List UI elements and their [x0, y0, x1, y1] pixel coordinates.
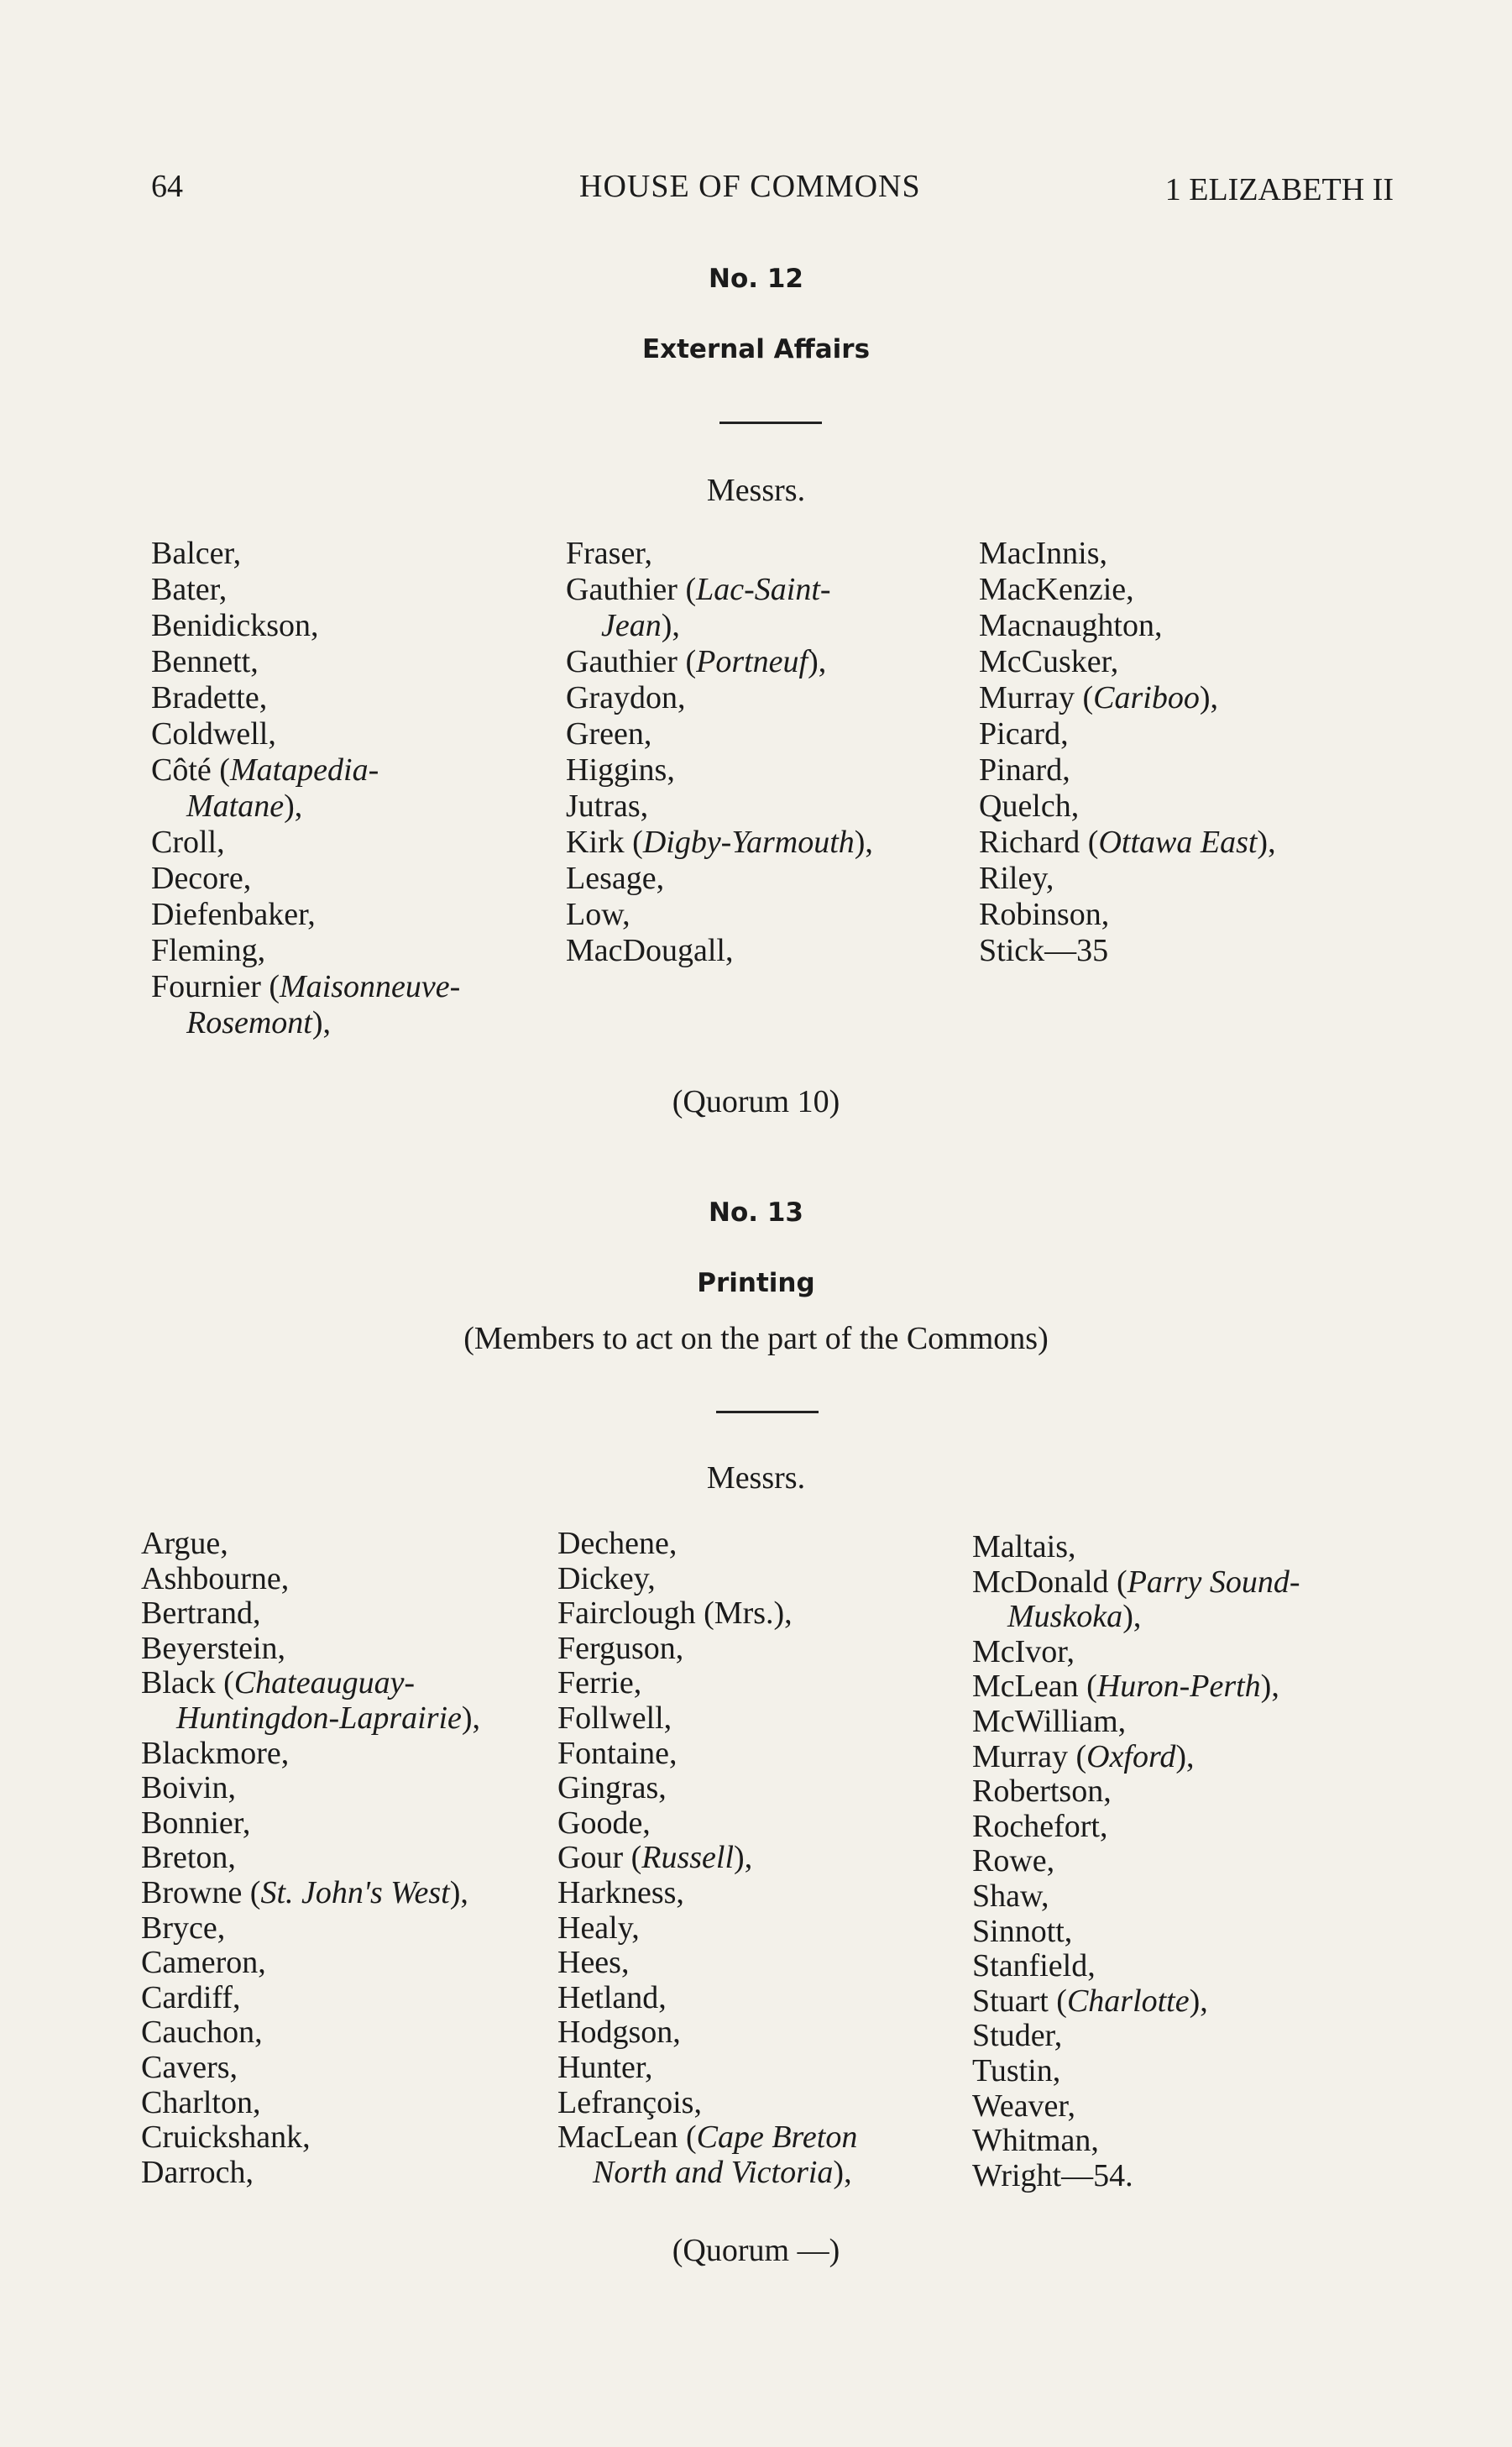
member-text: Cavers, — [141, 2049, 238, 2085]
riding-name: Chateauguay- — [233, 1665, 416, 1701]
section-rule — [719, 422, 822, 424]
member-name — [557, 1911, 857, 1947]
member-text: Bertrand, — [141, 1596, 261, 1632]
member-name — [557, 1876, 857, 1911]
riding-name: Huron-Perth — [1096, 1669, 1261, 1705]
member-text: Sinnott, — [972, 1913, 1073, 1949]
riding-name: Cariboo — [1093, 680, 1200, 715]
member-text: Stanfield, — [972, 1948, 1096, 1984]
riding-name: Lac-Saint- — [696, 572, 831, 607]
member-text: Browne ( — [141, 1874, 261, 1910]
member-text: Bennett, — [151, 644, 259, 679]
committee-13-number: No. 13 — [709, 1197, 803, 1228]
member-text: Lesage, — [566, 861, 665, 896]
member-text: ), — [1122, 1599, 1142, 1635]
member-name — [979, 861, 1276, 897]
committee-13-messrs: Messrs. — [706, 1460, 806, 1496]
member-text: Gour ( — [557, 1840, 642, 1876]
member-text: ), — [284, 789, 303, 824]
member-name — [972, 2124, 1300, 2159]
member-name — [979, 680, 1276, 716]
member-text: Decore, — [151, 861, 252, 896]
regnal-year: 1 ELIZABETH II — [1164, 172, 1394, 207]
member-name — [566, 897, 873, 933]
member-text: Blackmore, — [141, 1735, 290, 1771]
member-name — [141, 2051, 480, 2086]
member-text: Hodgson, — [557, 2015, 681, 2051]
member-text: Riley, — [979, 861, 1054, 896]
committee-13-quorum: (Quorum —) — [672, 2233, 840, 2268]
member-text: Bonnier, — [141, 1805, 251, 1841]
member-name — [151, 969, 460, 1005]
member-text: Ferguson, — [557, 1630, 684, 1666]
page-title: HOUSE OF COMMONS — [579, 169, 921, 204]
member-name — [972, 1844, 1300, 1879]
member-name — [557, 1632, 857, 1667]
member-name — [557, 1737, 857, 1772]
committee-13-column-1 — [141, 1527, 480, 2190]
riding-name: Matane — [186, 789, 285, 824]
member-text: Hetland, — [557, 1979, 667, 2015]
member-name — [972, 1740, 1300, 1775]
member-name — [557, 1596, 857, 1632]
member-name — [566, 789, 873, 825]
member-name-continuation — [151, 789, 460, 825]
riding-name: Muskoka — [1007, 1599, 1123, 1635]
member-name — [557, 1562, 857, 1597]
member-name — [151, 608, 460, 644]
riding-name: Ottawa East — [1098, 825, 1258, 860]
member-name — [557, 1666, 857, 1701]
member-text: Boivin, — [141, 1770, 236, 1806]
page-header — [151, 168, 1394, 218]
member-text: Gauthier ( — [566, 644, 697, 679]
member-name — [566, 825, 873, 861]
member-name — [972, 1879, 1300, 1915]
member-text: ), — [461, 1700, 481, 1736]
member-text: Darroch, — [141, 2154, 254, 2190]
member-text: Pinard, — [979, 752, 1070, 788]
member-name — [141, 1876, 480, 1911]
member-text: ), — [661, 608, 680, 643]
member-name — [979, 716, 1276, 752]
riding-name: Cape Breton — [696, 2120, 858, 2156]
committee-13-name: Printing — [697, 1268, 815, 1298]
member-text: Cameron, — [141, 1945, 266, 1981]
member-text: Coldwell, — [151, 716, 276, 752]
member-text: McLean ( — [972, 1669, 1097, 1705]
riding-name: Huntingdon-Laprairie — [176, 1700, 462, 1736]
member-name — [141, 1806, 480, 1842]
member-text: Croll, — [151, 825, 225, 860]
member-text: Whitman, — [972, 2123, 1099, 2159]
member-name — [557, 1771, 857, 1806]
member-name — [972, 2089, 1300, 2125]
member-name — [557, 1981, 857, 2016]
member-name — [151, 716, 460, 752]
member-text: Diefenbaker, — [151, 897, 316, 932]
committee-12-column-1 — [151, 536, 460, 1041]
member-text: Wright—54. — [972, 2157, 1133, 2193]
member-name — [972, 1669, 1300, 1705]
member-name — [141, 1527, 480, 1562]
member-name — [141, 1946, 480, 1981]
member-text: Côté ( — [151, 752, 230, 788]
member-text: McDonald ( — [972, 1564, 1127, 1600]
member-name — [557, 2051, 857, 2086]
member-name — [972, 1915, 1300, 1950]
committee-12-messrs: Messrs. — [706, 473, 806, 508]
member-name — [972, 1810, 1300, 1845]
member-text: Jutras, — [566, 789, 649, 824]
member-text: Goode, — [557, 1805, 651, 1841]
member-name — [141, 1981, 480, 2016]
member-name — [151, 572, 460, 608]
member-text: ), — [808, 644, 827, 679]
committee-12-column-2 — [566, 536, 873, 969]
member-text: ), — [833, 2154, 852, 2190]
member-name-continuation — [557, 2156, 857, 2191]
member-text: Hees, — [557, 1945, 630, 1981]
riding-name: Maisonneuve- — [280, 969, 461, 1004]
member-text: Stuart ( — [972, 1983, 1067, 2019]
member-name — [557, 1701, 857, 1737]
member-name — [566, 861, 873, 897]
member-name — [557, 2120, 857, 2156]
member-text: Harkness, — [557, 1874, 684, 1910]
member-text: Fontaine, — [557, 1735, 678, 1771]
member-name — [566, 933, 873, 969]
member-text: Low, — [566, 897, 630, 932]
member-name — [151, 897, 460, 933]
member-name — [141, 1562, 480, 1597]
member-text: ), — [311, 1005, 332, 1040]
member-text: Robertson, — [972, 1774, 1112, 1810]
member-text: Macnaughton, — [979, 608, 1163, 643]
member-text: Ferrie, — [557, 1665, 642, 1701]
member-text: Maltais, — [972, 1529, 1076, 1564]
member-name — [141, 2156, 480, 2191]
member-name — [151, 680, 460, 716]
riding-name: Oxford — [1086, 1738, 1176, 1774]
member-name — [566, 644, 873, 680]
member-text: Weaver, — [972, 2088, 1076, 2124]
member-name — [151, 933, 460, 969]
member-text: Rochefort, — [972, 1808, 1108, 1844]
member-name — [972, 1949, 1300, 1984]
riding-name: Jean — [601, 608, 662, 643]
member-text: Charlton, — [141, 2084, 261, 2120]
member-name — [566, 572, 873, 608]
riding-name: Russell — [641, 1840, 735, 1876]
member-name — [141, 1911, 480, 1947]
member-text: Dechene, — [557, 1526, 678, 1561]
member-text: Murray ( — [979, 680, 1094, 715]
member-name — [972, 1705, 1300, 1740]
member-text: Fournier ( — [151, 969, 280, 1004]
member-text: Beyerstein, — [141, 1630, 286, 1666]
member-name — [557, 2015, 857, 2051]
riding-name: Rosemont — [186, 1005, 312, 1040]
member-text: Tustin, — [972, 2052, 1061, 2088]
member-text: Picard, — [979, 716, 1069, 752]
member-text: Dickey, — [557, 1560, 656, 1596]
member-text: Bradette, — [151, 680, 268, 715]
member-text: MacInnis, — [979, 536, 1108, 571]
member-text: MacDougall, — [566, 933, 734, 968]
member-text: Robinson, — [979, 897, 1110, 932]
member-text: ), — [1189, 1983, 1208, 2019]
member-name — [141, 1596, 480, 1632]
committee-12-name: External Affairs — [641, 334, 871, 364]
member-name — [566, 716, 873, 752]
member-text: Follwell, — [557, 1700, 672, 1736]
member-name — [141, 1841, 480, 1876]
member-name-continuation — [972, 1600, 1300, 1635]
member-name-continuation — [566, 608, 873, 644]
member-text: MacKenzie, — [979, 572, 1134, 607]
member-name — [141, 2086, 480, 2121]
member-name — [141, 2015, 480, 2051]
member-text: Gingras, — [557, 1770, 667, 1806]
member-name — [151, 536, 460, 572]
member-text: Black ( — [141, 1665, 234, 1701]
member-text: Healy, — [557, 1910, 640, 1946]
riding-name: Portneuf — [696, 644, 808, 679]
section-rule — [716, 1411, 819, 1413]
member-text: McWilliam, — [972, 1703, 1127, 1739]
member-text: Studer, — [972, 2018, 1063, 2054]
member-name — [151, 861, 460, 897]
member-name — [557, 1946, 857, 1981]
member-text: Argue, — [141, 1526, 228, 1561]
member-name — [151, 752, 460, 789]
member-text: Shaw, — [972, 1878, 1049, 1914]
member-text: Rowe, — [972, 1843, 1055, 1879]
member-text: Ashbourne, — [141, 1560, 290, 1596]
member-text: Fleming, — [151, 933, 266, 968]
member-name — [141, 1771, 480, 1806]
member-name — [557, 1527, 857, 1562]
member-name — [979, 644, 1276, 680]
member-text: ), — [1199, 680, 1218, 715]
member-name — [557, 2086, 857, 2121]
member-name — [979, 897, 1276, 933]
member-text: ), — [734, 1840, 753, 1876]
committee-13-column-3 — [972, 1530, 1300, 2193]
member-text: Cardiff, — [141, 1979, 241, 2015]
member-text: ), — [1260, 1669, 1279, 1705]
member-name — [972, 1565, 1300, 1601]
page-number: 64 — [151, 169, 183, 204]
member-name-continuation — [151, 1005, 460, 1041]
committee-13-column-2 — [557, 1527, 857, 2190]
member-name — [566, 536, 873, 572]
riding-name: Digby-Yarmouth — [642, 825, 855, 860]
member-text: Lefrançois, — [557, 2084, 702, 2120]
member-name — [566, 680, 873, 716]
committee-13-subtitle: (Members to act on the part of the Commons) — [463, 1321, 1049, 1356]
member-name — [972, 2159, 1300, 2194]
riding-name: Matapedia- — [229, 752, 379, 788]
member-text: Kirk ( — [566, 825, 643, 860]
member-name — [972, 1774, 1300, 1810]
member-text: Fraser, — [566, 536, 652, 571]
member-name — [972, 2054, 1300, 2089]
member-text: Gauthier ( — [566, 572, 697, 607]
member-name — [972, 1530, 1300, 1565]
member-name — [151, 644, 460, 680]
member-text: Breton, — [141, 1840, 236, 1876]
member-text: Bater, — [151, 572, 228, 607]
member-name — [972, 2019, 1300, 2054]
member-name — [979, 536, 1276, 572]
member-name — [141, 2120, 480, 2156]
riding-name: North and Victoria — [593, 2154, 834, 2190]
member-name-continuation — [141, 1701, 480, 1737]
committee-12-column-3 — [979, 536, 1276, 969]
member-name — [979, 789, 1276, 825]
member-text: MacLean ( — [557, 2120, 697, 2156]
member-text: McCusker, — [979, 644, 1119, 679]
member-name — [141, 1632, 480, 1667]
member-name — [141, 1666, 480, 1701]
member-name — [979, 752, 1276, 789]
member-text: Graydon, — [566, 680, 686, 715]
member-text: Bryce, — [141, 1910, 226, 1946]
member-text: Quelch, — [979, 789, 1080, 824]
member-text: Balcer, — [151, 536, 242, 571]
member-text: ), — [854, 825, 873, 860]
member-name — [566, 752, 873, 789]
member-text: Stick—35 — [979, 933, 1109, 968]
member-text: McIvor, — [972, 1633, 1075, 1669]
member-text: Murray ( — [972, 1738, 1087, 1774]
member-name — [979, 933, 1276, 969]
riding-name: Parry Sound- — [1127, 1564, 1300, 1600]
member-text: ), — [1257, 825, 1276, 860]
member-name — [979, 825, 1276, 861]
member-text: Hunter, — [557, 2049, 653, 2085]
member-text: Cauchon, — [141, 2015, 263, 2051]
member-name — [979, 572, 1276, 608]
member-name — [557, 1841, 857, 1876]
member-text: ), — [449, 1874, 468, 1910]
committee-12-quorum: (Quorum 10) — [672, 1084, 840, 1119]
member-text: Benidickson, — [151, 608, 319, 643]
member-name — [979, 608, 1276, 644]
member-text: Green, — [566, 716, 652, 752]
member-text: Richard ( — [979, 825, 1099, 860]
member-text: Fairclough (Mrs.), — [557, 1596, 793, 1632]
member-name — [972, 1984, 1300, 2020]
member-name — [557, 1806, 857, 1842]
member-text: ), — [1175, 1738, 1195, 1774]
member-text: Cruickshank, — [141, 2120, 311, 2156]
riding-name: Charlotte — [1066, 1983, 1190, 2019]
member-name — [972, 1635, 1300, 1670]
member-name — [141, 1737, 480, 1772]
committee-12-number: No. 12 — [709, 264, 803, 294]
member-name — [151, 825, 460, 861]
riding-name: St. John's West — [260, 1874, 450, 1910]
member-text: Higgins, — [566, 752, 675, 788]
